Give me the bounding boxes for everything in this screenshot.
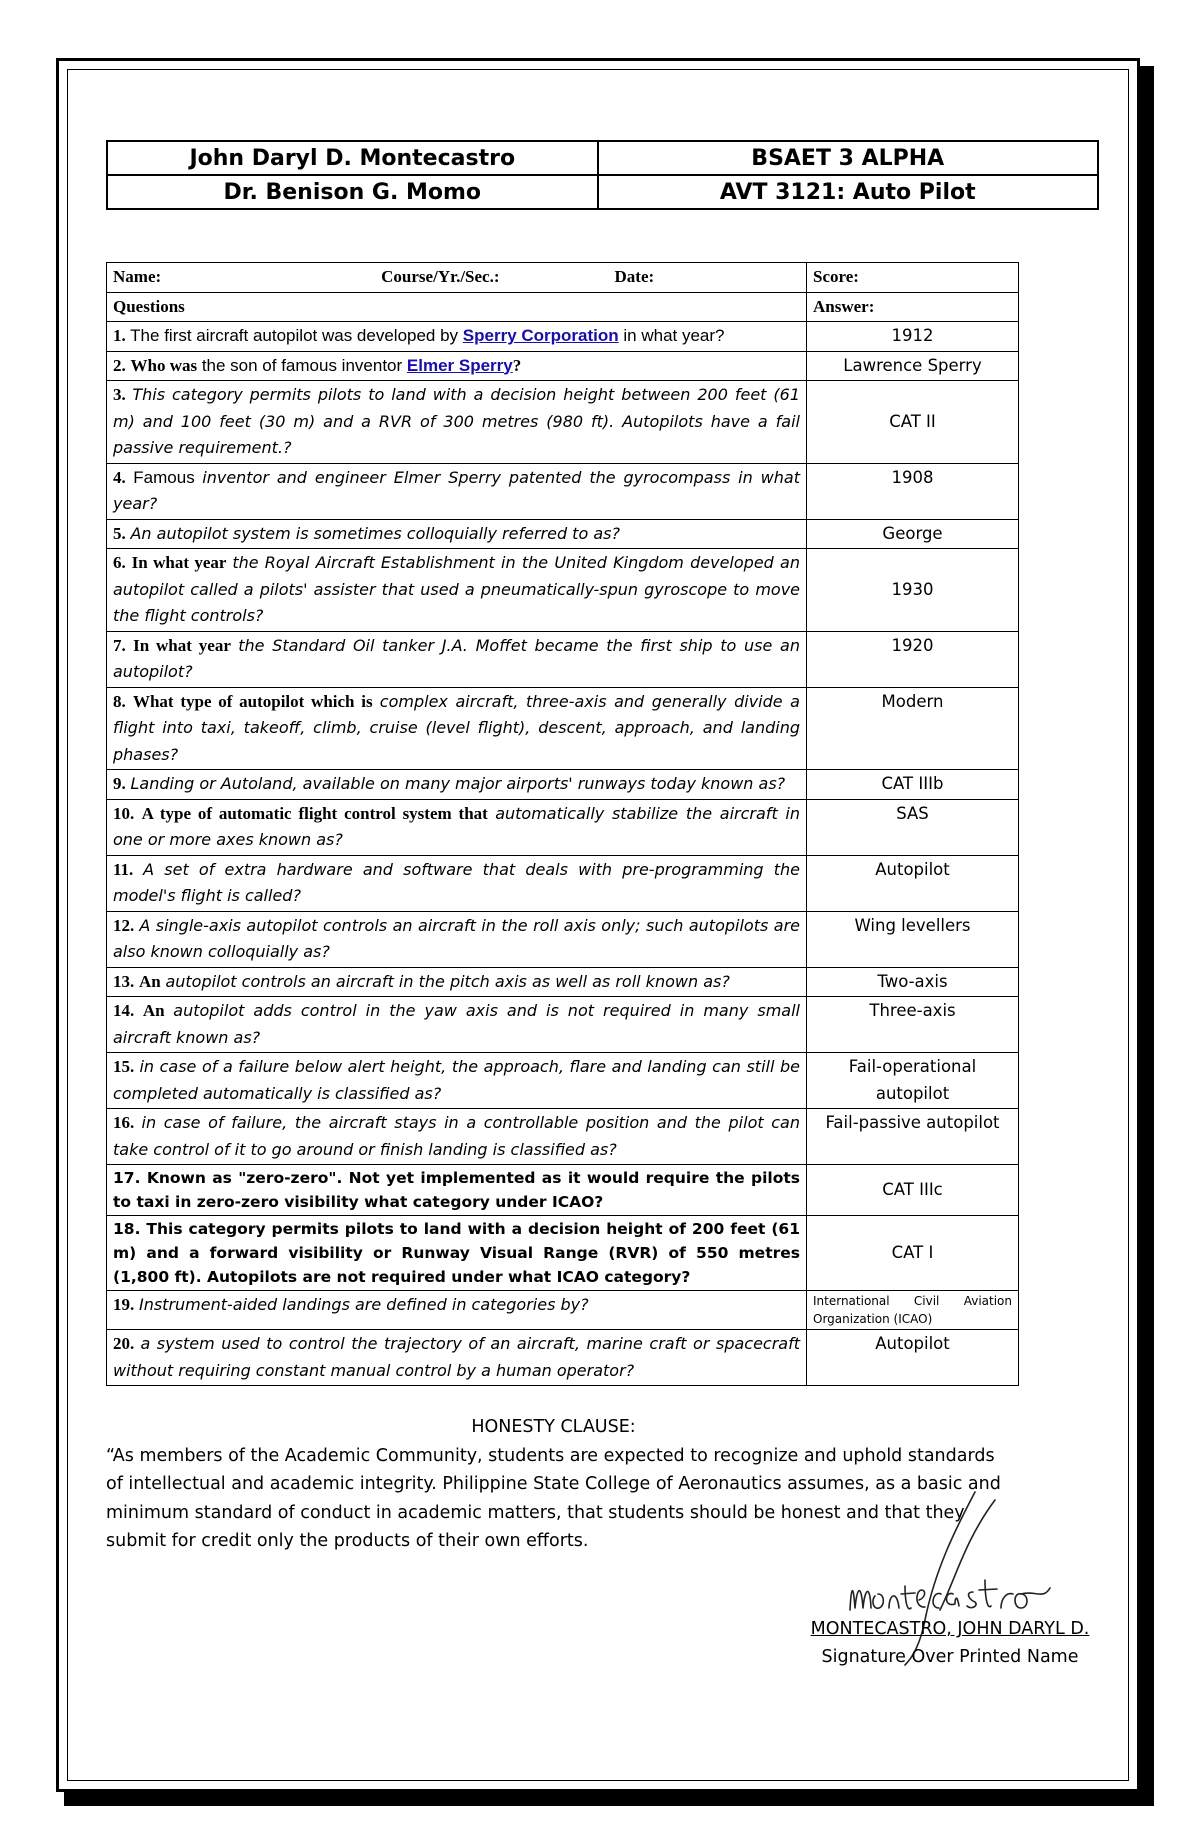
form-header-row	[107, 263, 1019, 293]
question-row: 6. In what year the Royal Aircraft Establishment in the United Kingdom developed an autopilot called a pilots' assister that used a pneumatically-spun gyroscope to move the flight controls? 1930	[107, 549, 1019, 632]
question-row: 17. Known as "zero-zero". Not yet implemented as it would require the pilots to taxi in zero-zero visibility what category under ICAO? CAT IIIc	[107, 1165, 1019, 1216]
question-row: 9. Landing or Autoland, available on many major airports' runways today known as? CAT IIIb	[107, 770, 1019, 800]
program: BSAET 3 ALPHA	[598, 141, 1098, 175]
answer-cell: 1912	[807, 322, 1019, 352]
questions-label: Questions	[107, 292, 807, 322]
sperry-corporation-link[interactable]: Sperry Corporation	[462, 326, 619, 345]
elmer-sperry-link[interactable]: Elmer Sperry	[406, 355, 513, 375]
question-row: 14. An autopilot adds control in the yaw axis and is not required in many small aircraft known as? Three-axis	[107, 997, 1019, 1053]
honesty-clause-title: HONESTY CLAUSE:	[471, 1417, 636, 1437]
signature-block	[800, 1615, 1100, 1671]
answer-cell: George	[807, 519, 1019, 549]
answer-cell: Lawrence Sperry	[807, 351, 1019, 381]
answer-cell: Fail-operational autopilot	[807, 1053, 1019, 1109]
answer-cell: CAT II	[807, 381, 1019, 464]
answer-cell: SAS	[807, 799, 1019, 855]
answer-cell: CAT IIIb	[807, 770, 1019, 800]
question-row: 3. This category permits pilots to land with a decision height between 200 feet (61 m) and 100 feet (30 m) and a RVR of 300 metres (980 ft). Autopilots have a fail passive requirement.? CAT II	[107, 381, 1019, 464]
answer-cell: International Civil Aviation Organization (ICAO)	[807, 1291, 1019, 1330]
question-row: 2. Who was the son of famous inventor Elmer Sperry? Lawrence Sperry	[107, 351, 1019, 381]
question-row: 7. In what year the Standard Oil tanker J.A. Moffet became the first ship to use an autopilot? 1920	[107, 631, 1019, 687]
quiz-table	[106, 262, 1019, 1386]
question-row: 18. This category permits pilots to land with a decision height of 200 feet (61 m) and a forward visibility or Runway Visual Range (RVR) of 550 metres (1,800 ft). Autopilots are not required under what ICAO category? CAT I	[107, 1216, 1019, 1291]
answer-cell: Two-axis	[807, 967, 1019, 997]
question-row: 1. The first aircraft autopilot was developed by Sperry Corporation in what year? 1912	[107, 322, 1019, 352]
course-title: AVT 3121: Auto Pilot	[598, 175, 1098, 209]
score-label: Score:	[807, 263, 1019, 293]
question-row: 16. in case of failure, the aircraft stays in a controllable position and the pilot can take control of it to go around or finish landing is classified as? Fail-passive autopilot	[107, 1109, 1019, 1165]
answer-cell: Three-axis	[807, 997, 1019, 1053]
answer-cell: CAT IIIc	[807, 1165, 1019, 1216]
question-row: 11. A set of extra hardware and software that deals with pre-programming the model's flight is called? Autopilot	[107, 855, 1019, 911]
answer-cell: Fail-passive autopilot	[807, 1109, 1019, 1165]
answer-cell: Autopilot	[807, 1330, 1019, 1386]
signature-caption: Signature Over Printed Name	[821, 1647, 1079, 1667]
answer-cell: Modern	[807, 687, 1019, 770]
question-row: 12. A single-axis autopilot controls an aircraft in the roll axis only; such autopilots are also known colloquially as? Wing levellers	[107, 911, 1019, 967]
answer-cell: Autopilot	[807, 855, 1019, 911]
answer-cell: CAT I	[807, 1216, 1019, 1291]
date-label: Date:	[614, 267, 655, 286]
answer-cell: 1908	[807, 463, 1019, 519]
student-name: John Daryl D. Montecastro	[107, 141, 598, 175]
question-row: 13. An autopilot controls an aircraft in the pitch axis as well as roll known as? Two-axis	[107, 967, 1019, 997]
question-row: 5. An autopilot system is sometimes colloquially referred to as? George	[107, 519, 1019, 549]
question-row: 15. in case of a failure below alert height, the approach, flare and landing can still be completed automatically is classified as? Fail-operational autopilot	[107, 1053, 1019, 1109]
name-label: Name:	[113, 267, 162, 286]
header-table	[106, 140, 1099, 210]
column-header-row	[107, 292, 1019, 322]
course-label: Course/Yr./Sec.:	[381, 267, 500, 286]
answer-cell: Wing levellers	[807, 911, 1019, 967]
question-row: 8. What type of autopilot which is complex aircraft, three-axis and generally divide a flight into taxi, takeoff, climb, cruise (level flight), descent, approach, and landing phases? Modern	[107, 687, 1019, 770]
answer-label: Answer:	[807, 292, 1019, 322]
question-row: 4. Famous inventor and engineer Elmer Sperry patented the gyrocompass in what year? 1908	[107, 463, 1019, 519]
question-row: 10. A type of automatic flight control system that automatically stabilize the aircraft in one or more axes known as? SAS	[107, 799, 1019, 855]
instructor-name: Dr. Benison G. Momo	[107, 175, 598, 209]
question-row: 20. a system used to control the trajectory of an aircraft, marine craft or spacecraft without requiring constant manual control by a human operator? Autopilot	[107, 1330, 1019, 1386]
answer-cell: 1930	[807, 549, 1019, 632]
answer-cell: 1920	[807, 631, 1019, 687]
question-row: 19. Instrument-aided landings are defined in categories by? International Civil Aviation Organization (ICAO)	[107, 1291, 1019, 1330]
honesty-clause-body: “As members of the Academic Community, students are expected to recognize and uphold standards of intellectual and academic integrity. Philippine State College of Aeronautics assumes, as a basic and minimum standard of conduct in academic matters, that students should be honest and that they submit for credit only the products of their own efforts.	[106, 1445, 1001, 1551]
printed-name: MONTECASTRO, JOHN DARYL D.	[810, 1619, 1090, 1639]
